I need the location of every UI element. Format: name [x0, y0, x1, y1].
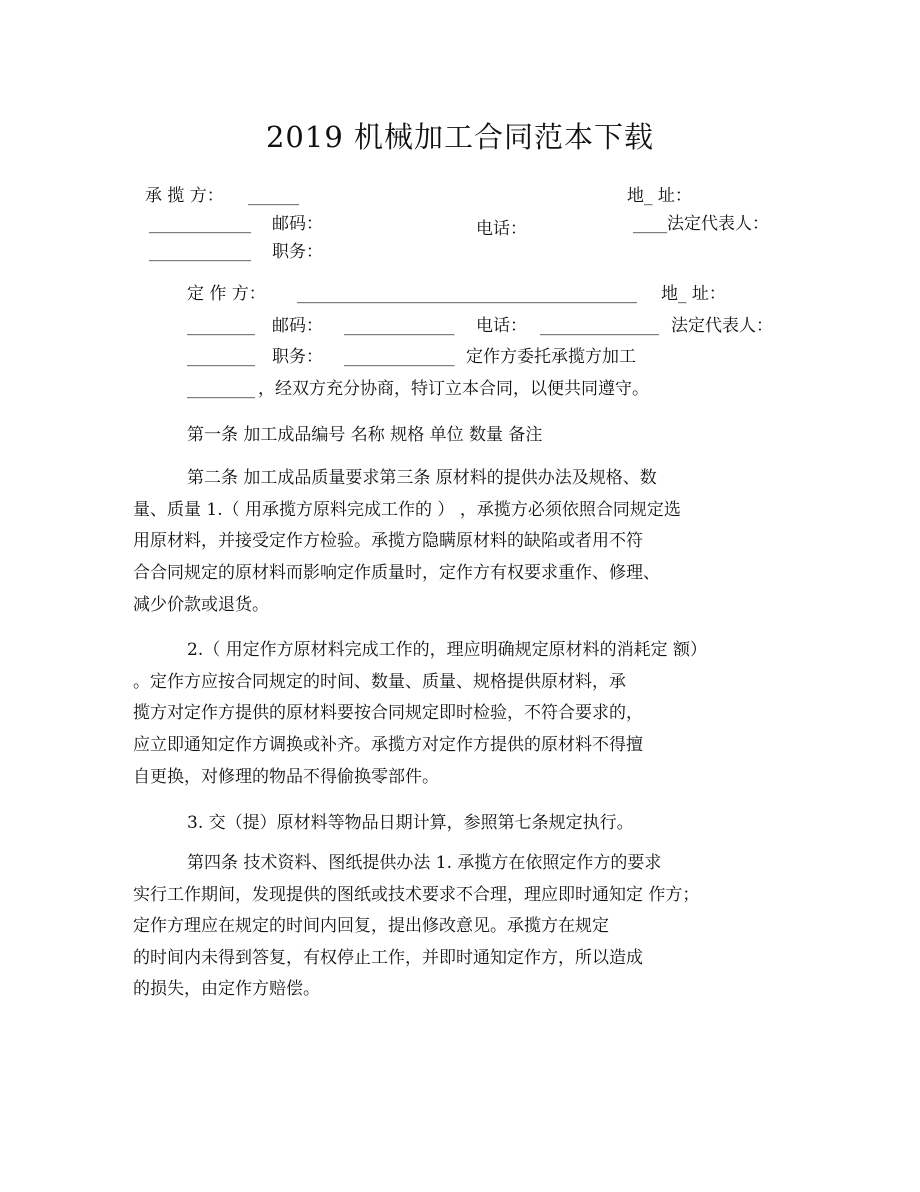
article-4-line: 的损失，由定作方赔偿。: [133, 979, 320, 999]
article-2-line: 第二条 加工成品质量要求第三条 原材料的提供办法及规格、数: [187, 468, 657, 488]
article-2-line: 减少价款或退货。: [133, 595, 269, 615]
client-blank-2b: _____________: [344, 316, 455, 336]
client-blank-2a: ________: [187, 316, 255, 336]
article-4-line: 的时间内未得到答复，有权停止工作，并即时通知定作方，所以造成: [133, 948, 643, 968]
client-blank-2c: ______________: [540, 316, 659, 336]
article-4-line: 第四条 技术资料、图纸提供办法 1. 承揽方在依照定作方的要求: [187, 853, 662, 873]
client-title-label: 职务：: [272, 347, 323, 367]
client-label: 定 作 方：: [187, 284, 266, 304]
article-2-line: 用原材料，并接受定作方检验。承揽方隐瞒原材料的缺陷或者用不符: [133, 531, 643, 551]
item-2-line: 。定作方应按合同规定的时间、数量、质量、规格提供原材料，承: [133, 672, 626, 692]
client-blank-3a: ________: [187, 347, 255, 367]
contractor-rep-label: ____法定代表人：: [633, 214, 769, 234]
item-2-line: 应立即通知定作方调换或补齐。承揽方对定作方提供的原材料不得擅: [133, 735, 643, 755]
client-phone-label: 电话：: [476, 316, 527, 336]
item-2-line: 2.（ 用定作方原材料完成工作的，理应明确规定原材料的消耗定 额）: [187, 640, 708, 660]
contractor-blank-2: ____________: [149, 214, 251, 234]
contractor-blank-3: ____________: [149, 242, 251, 262]
article-1: 第一条 加工成品编号 名称 规格 单位 数量 备注: [187, 425, 543, 445]
contractor-zip-label: 邮码：: [272, 214, 323, 234]
contractor-phone-label: 电话：: [476, 219, 527, 239]
contractor-name-blank: ______: [248, 186, 299, 206]
article-4-line: 实行工作期间，发现提供的图纸或技术要求不合理，理应即时通知定 作方；: [133, 885, 700, 905]
client-blank-4: ________: [187, 379, 255, 399]
contractor-label: 承 揽 方：: [145, 186, 224, 206]
client-name-blank: ________________________________________: [297, 284, 637, 304]
article-4-line: 定作方理应在规定的时间内回复，提出修改意见。承揽方在规定: [133, 916, 609, 936]
item-2-line: 揽方对定作方提供的原材料要按合同规定即时检验，不符合要求的，: [133, 703, 643, 723]
client-rep-label: 法定代表人：: [671, 316, 773, 336]
contractor-title-label: 职务：: [272, 242, 323, 262]
contractor-address-label: 地_ 址：: [627, 186, 692, 206]
article-2-line: 量、质量 1.（ 用承揽方原料完成工作的 ） ，承揽方必须依照合同规定选: [133, 500, 681, 520]
client-agreement-text: ，经双方充分协商，特订立本合同，以便共同遵守。: [258, 379, 649, 399]
client-blank-3b: _____________: [344, 347, 455, 367]
article-2-line: 合合同规定的原材料而影响定作质量时，定作方有权要求重作、修理、: [133, 563, 660, 583]
item-2-line: 自更换，对修理的物品不得偷换零部件。: [133, 767, 439, 787]
client-entrust-text: 定作方委托承揽方加工: [466, 347, 636, 367]
item-3: 3. 交（提）原材料等物品日期计算，参照第七条规定执行。: [187, 813, 634, 833]
document-title: 2019 机械加工合同范本下载: [265, 120, 655, 154]
client-zip-label: 邮码：: [272, 316, 323, 336]
client-address-label: 地_ 址：: [661, 284, 726, 304]
